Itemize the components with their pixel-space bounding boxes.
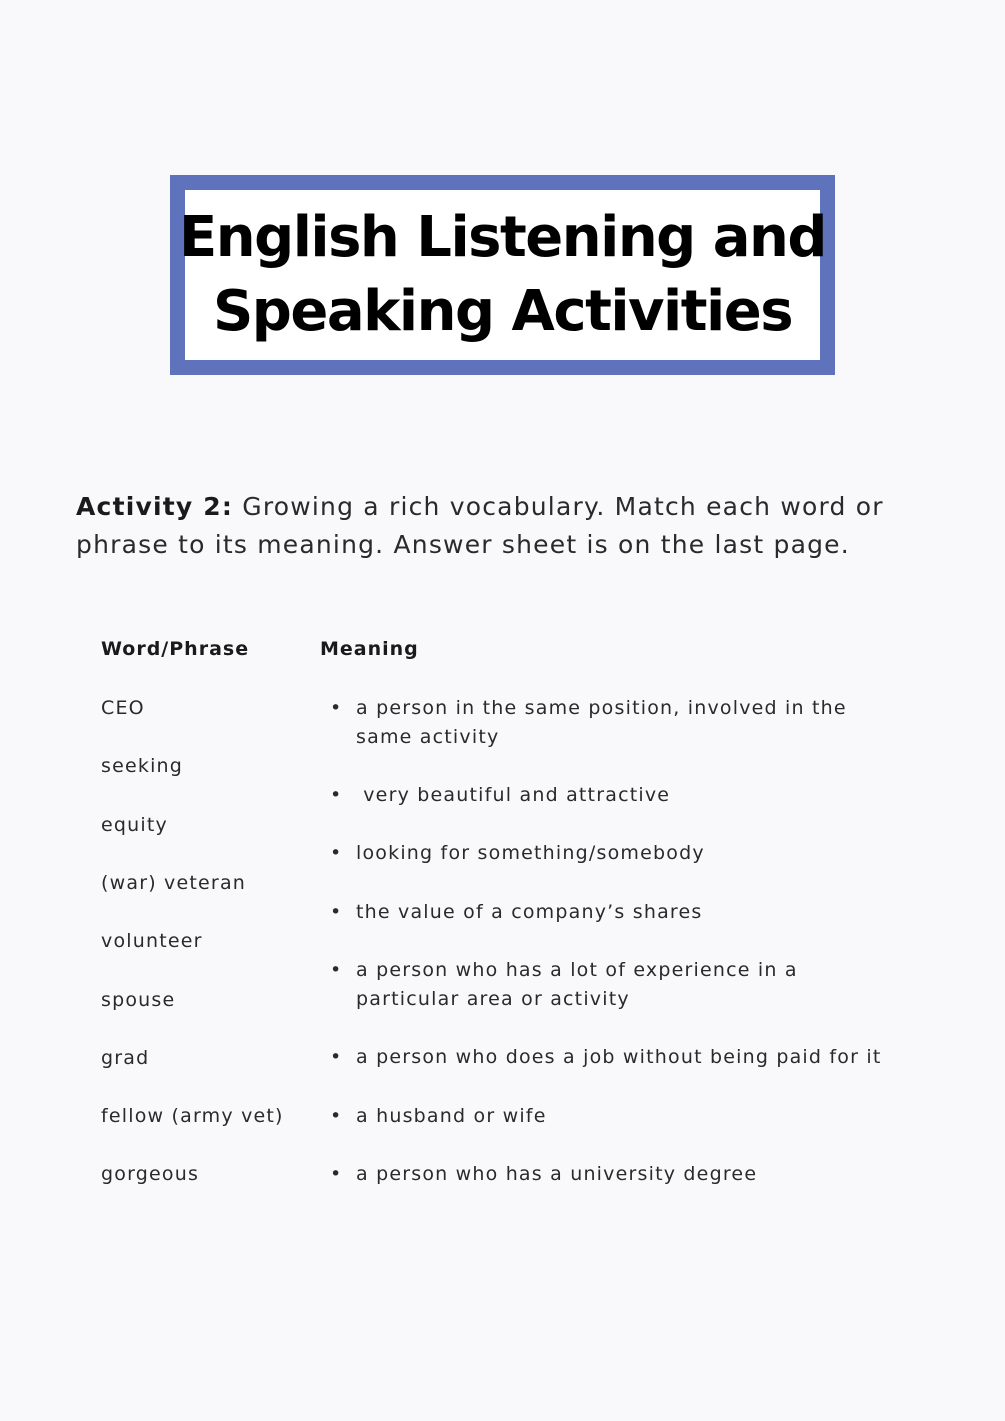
activity-instructions (76, 488, 936, 564)
title-line-1: English Listening and (179, 205, 827, 270)
word-item: gorgeous (101, 1163, 200, 1185)
word-item: CEO (101, 697, 145, 719)
bullet-icon: • (330, 1046, 343, 1068)
meaning-item (330, 956, 900, 1014)
activity-label: Activity 2: (76, 492, 234, 521)
meaning-text: very beautiful and attractive (356, 784, 671, 806)
word-item: volunteer (101, 930, 203, 952)
meaning-text: the value of a company’s shares (356, 901, 703, 923)
meaning-text: a husband or wife (356, 1105, 547, 1127)
meaning-text: a person in the same position, involved in the same activity (356, 697, 847, 748)
title-box (170, 175, 835, 375)
word-item: fellow (army vet) (101, 1105, 284, 1127)
word-column-header: Word/Phrase (101, 638, 250, 660)
meaning-text: a person who has a lot of experience in a particular area or activity (356, 959, 798, 1010)
word-item: grad (101, 1047, 150, 1069)
bullet-icon: • (330, 901, 343, 923)
meaning-text: a person who has a university degree (356, 1163, 758, 1185)
meaning-item (330, 694, 900, 752)
title-line-2: Speaking Activities (212, 279, 793, 344)
meaning-item (330, 839, 900, 868)
meaning-item (330, 898, 900, 927)
meaning-item (330, 1102, 900, 1131)
word-item: spouse (101, 989, 176, 1011)
meaning-text: looking for something/somebody (356, 842, 705, 864)
bullet-icon: • (330, 959, 343, 981)
bullet-icon: • (330, 1105, 343, 1127)
bullet-icon: • (330, 842, 343, 864)
activity-text: Growing a rich vocabulary. Match each word or phrase to its meaning. Answer sheet is on the last page. (76, 492, 884, 559)
meaning-text: a person who does a job without being paid for it (356, 1046, 882, 1068)
word-item: equity (101, 814, 168, 836)
bullet-icon: • (330, 697, 343, 719)
meaning-column-header: Meaning (320, 638, 419, 660)
word-item: (war) veteran (101, 872, 247, 894)
meaning-item (330, 1160, 900, 1189)
bullet-icon: • (330, 1163, 343, 1185)
meaning-item (330, 1043, 900, 1072)
meaning-item (330, 781, 900, 810)
bullet-icon: • (330, 784, 343, 806)
word-item: seeking (101, 755, 184, 777)
